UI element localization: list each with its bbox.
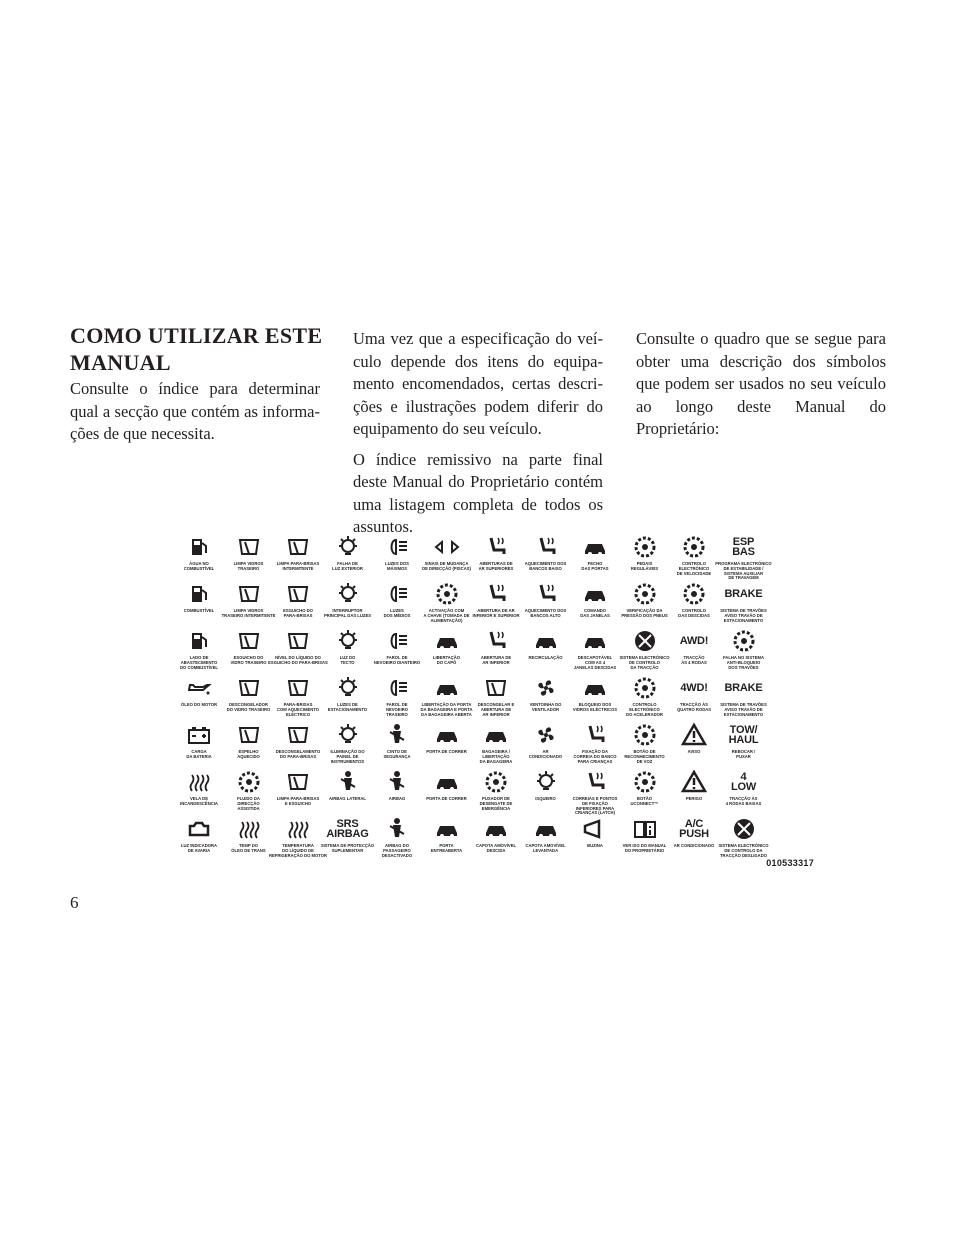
symbol-label: LUZ DO TECTO [339,655,356,665]
ac-push-icon: A/C PUSH [679,818,709,840]
wiper-washer-icon [285,769,311,795]
brake-icon: BRAKE [724,682,763,694]
symbol-label: FIXAÇÃO DA CORREIA DO BANCO PARA CRIANÇAS [573,749,617,764]
symbol-label: VELA DE INCANDESCÊNCIA [180,796,218,806]
latch-icon [582,769,608,795]
symbol-label: SISTEMA DE TRAVÕES AVISO TRAVÃO DE ESTACIONAMENTO [720,608,767,623]
symbol-label: NÍVEL DO LÍQUIDO DO ESGUICHO DO PARA-BRISAS [268,655,328,665]
symbol-label: FLUIDO DA DIRECÇÃO ASSISTIDA [237,796,260,811]
door-lock-icon [582,534,608,560]
air-conditioning-icon [533,722,559,748]
window-control-icon [582,581,608,607]
cigar-lighter-icon [533,769,559,795]
paragraph: Consulte o quadro que se segue para obter uma descrição dos símbolos que podem ser usados no seu veículo ao longo deste Manual do Proprietário: [636,329,886,438]
main-light-switch-icon [335,581,361,607]
symbol-label: TRACÇÃO ÀS 4 RODAS [681,655,707,665]
symbol-label: LUZ INDICADORA DE AVARIA [180,843,218,853]
symbol-label: AR CONDICIONADO [528,749,563,759]
low-beam-icon [384,581,410,607]
intermittent-wiper-icon [285,534,311,560]
rear-wiper-icon [236,534,262,560]
symbol-chart [174,530,824,870]
symbol-label: CAPOTA AMOVÍVEL DESCIDA [475,843,517,853]
parking-lights-icon [335,675,361,701]
symbol-label: LIMPA VIDROS TRASEIRO INTERMITENTE [221,608,276,618]
symbol-label: ABERTURA DE AR INFERIOR [480,655,512,665]
cargo-release-icon [483,722,509,748]
symbol-label: LADO DE ABASTECIMENTO DO COMBUSTÍVEL [180,655,218,670]
symbol-label: CONTROLO DAS DESCIDAS [678,608,710,618]
oil-can-icon [186,675,212,701]
heated-windshield-icon [285,675,311,701]
symbol-label: ABERTURA DE AR INFERIOR E SUPERIOR [472,608,520,618]
symbol-label: FALHA DE LUZ EXTERIOR [332,561,363,571]
symbol-label: RECIRCULAÇÃO [528,655,563,660]
check-engine-icon [186,816,212,842]
airbag-icon [384,769,410,795]
symbol-label: ÁGUA NO COMBUSTÍVEL [183,561,215,571]
symbol-label: LUZES DOS MÉDIOS [383,608,411,618]
symbol-label: AQUECIMENTO DOS BANCOS BAIXO [524,561,567,571]
symbol-label: PEDAIS REGULÁVEIS [630,561,659,571]
symbol-label: PORTA DE CORRER [426,796,467,801]
symbol-label: AVISO [687,749,701,754]
symbol-label: AIRBAG LATERAL [329,796,366,801]
panel-dimmer-icon [335,722,361,748]
heated-mirror-icon [236,722,262,748]
convertible-top-up-icon [533,816,559,842]
sliding-door-icon [434,722,460,748]
door-ajar-icon [434,816,460,842]
symbol-label: ACTIVAÇÃO COM A CHAVE (TOMADA DE ALIMENTAÇÃO) [423,608,470,623]
symbol-label: DESCONGELAMENTO DO PARA-BRISAS [275,749,321,759]
symbol-label: COMBUSTÍVEL [183,608,215,613]
symbol-label: FECHO DAS PORTAS [581,561,609,571]
liftgate-release-icon [434,675,460,701]
uconnect-phone-icon [632,769,658,795]
upper-vents-icon [483,534,509,560]
symbol-label: PORTA DE CORRER [426,749,467,754]
symbol-label: ÓLEO DO MOTOR [181,702,217,707]
symbol-label: TEMPERATURA DO LÍQUIDO DE REFRIGERAÇÃO DO MOTOR [268,843,328,858]
emergency-release-icon [483,769,509,795]
washer-fluid-level-icon [285,628,311,654]
symbol-label: DESCONGELAR E ABERTURA DE AR INFERIOR [477,702,515,717]
tow-haul-icon: TOW/ HAUL [728,724,759,746]
coolant-temp-icon [285,816,311,842]
symbol-cell [711,534,777,582]
column-3 [636,328,886,449]
fuel-water-icon [186,534,212,560]
symbol-label: PERIGO [685,796,703,801]
bulb-fault-icon [335,534,361,560]
power-window-lockout-icon [582,675,608,701]
esp-bas-icon: ESP BAS [732,536,755,558]
symbol-label: BOTÃO UCONNECT™ [630,796,659,806]
seat-heat-high-icon [533,581,559,607]
symbol-cell [711,628,777,676]
rear-defrost-icon [236,675,262,701]
fuel-icon [186,581,212,607]
symbol-label: SISTEMA DE TRAVÕES AVISO TRAVÃO DE ESTACIONAMENTO [720,702,767,717]
adjustable-pedals-icon [632,534,658,560]
dome-light-icon [335,628,361,654]
symbol-label: ESGUICHO DO PARA-BRISAS [283,608,313,618]
symbol-cell [711,675,777,723]
symbol-label: AIRBAG [388,796,406,801]
hood-release-icon [434,628,460,654]
throttle-control-icon [632,675,658,701]
symbol-label: LIMPA PARA-BRISAS INTERMITENTE [276,561,320,571]
symbol-label: VERIFICAÇÃO DA PRESSÃO DOS PNEUS [621,608,668,618]
fan-icon [533,675,559,701]
high-beam-icon [384,534,410,560]
heading-line: COMO UTILIZAR ESTE MANUAL [70,323,323,375]
abs-icon [731,628,757,654]
convertible-top-down-icon [483,816,509,842]
sliding-door-2-icon [434,769,460,795]
speed-control-icon [681,534,707,560]
fuel-door-side-icon [186,628,212,654]
srs-airbag-icon: SRS AIRBAG [326,818,369,840]
symbol-label: BUZINA [587,843,603,848]
lower-vents-icon [483,628,509,654]
traction-control-icon [632,628,658,654]
symbol-label: TRACÇÃO ÀS 4 RODAS BAIXAS [725,796,762,806]
symbol-label: FALHA NO SISTEMA ANTI-BLOQUEIO DOS TRAVÕES [722,655,765,670]
symbol-label: LUZES DE ESTACIONAMENTO [327,702,368,712]
seat-heat-low-icon [533,534,559,560]
symbol-label: CONTROLO ELECTRÓNICO DE VELOCIDADE [676,561,712,576]
section-heading [70,322,330,376]
battery-icon [186,722,212,748]
brake-hold-icon: BRAKE [724,588,763,600]
symbol-label: VENTOINHA DO VENTILADOR [529,702,562,712]
symbol-label: AQUECIMENTO DOS BANCOS ALTO [524,608,567,618]
symbol-label: SISTEMA ELECTRÓNICO DE CONTROLO DA TRACÇÃO DESLIGADO [718,843,769,858]
symbol-label: LIMPA VIDROS TRASEIRO [233,561,264,571]
vents-lower-upper-icon [483,581,509,607]
passenger-airbag-off-icon [384,816,410,842]
glow-plug-icon [186,769,212,795]
symbol-label: TRACÇÃO ÀS QUATRO RODAS [676,702,712,712]
symbol-label: COMANDO DAS JANELAS [580,608,610,618]
symbol-label: CAPOTA AMOVÍVEL LEVANTADA [525,843,566,853]
front-defrost-icon [285,722,311,748]
symbol-label: SISTEMA DE PROTECÇÃO SUPLEMENTAR [320,843,375,853]
4wd-icon: 4WD! [680,682,708,694]
symbol-label: ILUMINAÇÃO DO PAINEL DE INSTRUMENTOS [330,749,365,764]
symbol-label: ESGUICHO DO VIDRO TRASEIRO [230,655,267,665]
symbol-label: PUXADOR DE DESENGATE DE EMERGÊNCIA [479,796,513,811]
paragraph: Consulte o índice para determinar qual a secção que contém as informa-ções de que necessita. [70,379,320,443]
symbol-cell [711,769,777,817]
child-seat-anchor-icon [582,722,608,748]
rear-washer-icon [236,628,262,654]
symbol-label: SINAIS DE MUDANÇA DE DIRECÇÃO (PISCAS) [422,561,471,571]
figure-id: 010533317 [766,858,814,868]
symbol-label: BLOQUEIO DOS VIDROS ELÉCTRICOS [572,702,618,712]
defrost-vents-icon [483,675,509,701]
traction-off-icon [731,816,757,842]
side-airbag-icon [335,769,361,795]
symbol-label: BAGAGEIRA / LIBERTAÇÃO DA BAGAGEIRA [479,749,513,764]
symbol-label: AR CONDICIONADO [673,843,715,848]
4-low-icon: 4 LOW [730,771,757,793]
symbol-label: FAROL DE NEVOEIRO TRASEIRO [385,702,409,717]
page-number: 6 [70,893,79,912]
voice-button-icon [632,722,658,748]
awd-icon: AWD! [679,635,709,647]
symbol-label: FAROL DE NEVOEIRO DIANTEIRO [373,655,421,665]
convertible-windows-icon [582,628,608,654]
symbol-cell [711,581,777,629]
symbol-label: VER ISO DO MANUAL DO PROPRIETÁRIO [622,843,667,853]
recirculation-icon [533,628,559,654]
front-fog-icon [384,628,410,654]
owners-manual-icon [632,816,658,842]
warning-icon [681,722,707,748]
symbol-label: INTERRUPTOR PRINCIPAL DAS LUZES [323,608,372,618]
paragraph: Uma vez que a especificação do veí-culo depende dos itens do equipa-mento encomendados, certas descri-ções e ilustrações podem diferir do equipamento do seu veículo. [353,329,603,438]
symbol-cell [711,722,777,770]
hill-descent-icon [681,581,707,607]
trans-temp-icon [236,816,262,842]
symbol-label: BOTÃO DE RECONHECIMENTO DE VOZ [624,749,665,764]
tire-pressure-icon [632,581,658,607]
rear-intermittent-wiper-icon [236,581,262,607]
column-2 [353,328,603,547]
paragraph: O índice remissivo na parte final deste Manual do Proprietário contém uma listagem completa de todos os assuntos. [353,449,603,536]
symbol-cell [711,816,777,864]
symbol-label: TEMP DO ÓLEO DE TRANS [231,843,266,853]
symbol-label: ISQUEIRO [535,796,556,801]
washer-icon [285,581,311,607]
symbol-label: CONTROLO ELECTRÓNICO DO ACELERADOR [626,702,663,717]
symbol-label: PARA-BRISAS COM AQUECIMENTO ELÉCTRICO [276,702,320,717]
hazard-icon [681,769,707,795]
symbol-label: ABERTURAS DE AR SUPERIORES [478,561,514,571]
symbol-label: ESPELHO AQUECIDO [237,749,260,759]
power-steering-icon [236,769,262,795]
symbol-label: LIBERTAÇÃO DA PORTA DA BAGAGEIRA E PORTA DA BAGAGEIRA ABERTA [420,702,473,717]
column-1 [70,378,320,454]
symbol-label: PORTA ENTREABERTA [430,843,463,853]
symbol-label: SISTEMA ELECTRÓNICO DE CONTROLO DA TRACÇÃO [619,655,670,670]
horn-icon [582,816,608,842]
symbol-label: LUZES DOS MÁXIMOS [385,561,409,571]
seat-belt-icon [384,722,410,748]
symbol-label: LIMPA PARA-BRISAS E ESGUICHO [276,796,320,806]
symbol-label: CORREIAS E PONTOS DE FIXAÇÃO INFERIORES PARA CRIANÇAS (LATCH) [572,796,618,816]
turn-signal-icon [434,534,460,560]
symbol-label: LIBERTAÇÃO DO CAPÔ [432,655,461,665]
symbol-label: CINTO DE SEGURANÇA [383,749,411,759]
symbol-label: DESCONGELADOR DO VIDRO TRASEIRO [226,702,271,712]
rear-fog-icon [384,675,410,701]
key-power-icon [434,581,460,607]
symbol-label: DESCAPOTÁVEL COM AS 4 JANELAS DESCIDAS [573,655,617,670]
symbol-label: REBOCAR / PUXAR [731,749,756,759]
symbol-label: CARGA DA BATERIA [186,749,212,759]
symbol-label: AIRBAG DO PASSAGEIRO DESACTIVADO [381,843,413,858]
symbol-label: PROGRAMA ELECTRÓNICO DE ESTABILIDADE / SISTEMA AUXILIAR DE TRAVAGEM [715,561,772,581]
